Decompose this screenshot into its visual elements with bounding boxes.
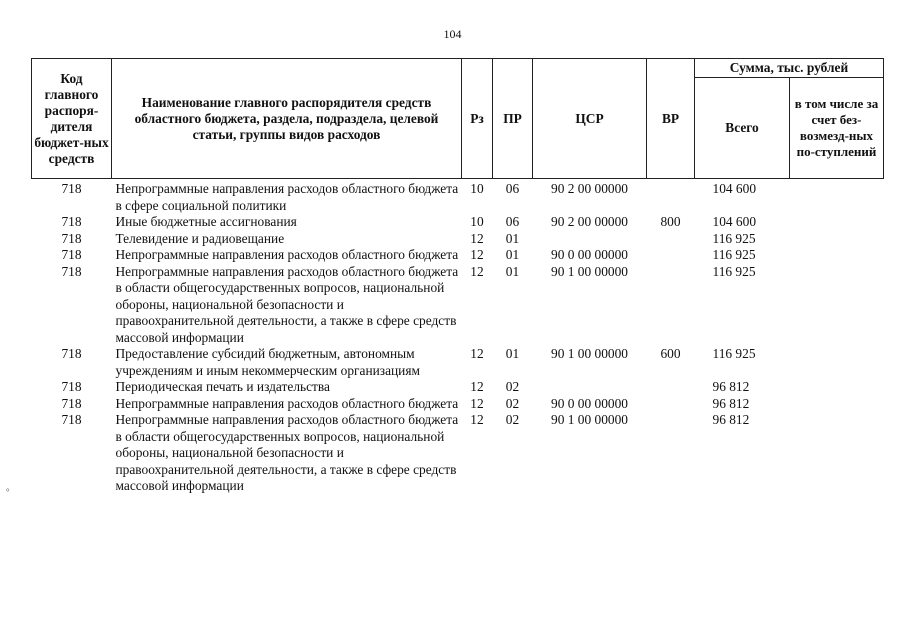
cell-vr: [647, 412, 695, 495]
cell-csr: [533, 379, 647, 396]
cell-code: 718: [61, 379, 82, 394]
cell-code: 718: [61, 230, 82, 246]
cell-including: [790, 179, 884, 215]
cell-rz: 10: [470, 214, 484, 229]
table-row: [32, 231, 884, 248]
page-number: 104: [443, 27, 462, 41]
cell-name: Периодическая печать и издательства: [115, 379, 330, 394]
cell-total: 96 812: [712, 379, 750, 394]
cell-name: Непрограммные направления расходов областного бюджета в области общегосударственных вопросов, национальной обороны, национальной безопасности и правоохранительной деятельности, а также в сфере средств массовой информации: [115, 412, 459, 493]
cell-rz: 12: [470, 395, 484, 411]
table-row: [32, 179, 884, 215]
cell-rz: 12: [470, 263, 484, 279]
cell-including: [790, 264, 884, 347]
cell-pr: 02: [505, 395, 520, 411]
header-including: в том числе за счет без-возмезд-ных по-ступлений: [790, 78, 884, 179]
cell-pr: 06: [505, 214, 520, 229]
cell-total: 116 925: [712, 263, 756, 279]
cell-code: 718: [61, 214, 82, 229]
table-row: [32, 412, 884, 495]
cell-including: [790, 214, 884, 231]
cell-rz: 12: [470, 247, 484, 262]
cell-rz: 12: [470, 346, 484, 361]
cell-total: 116 925: [712, 346, 756, 361]
cell-code: 718: [61, 181, 82, 196]
cell-pr: 02: [505, 379, 520, 394]
cell-vr: [647, 264, 695, 347]
cell-rz: 12: [470, 230, 484, 246]
cell-csr: 90 0 00 00000: [551, 395, 628, 411]
cell-csr: 90 1 00 00000: [551, 346, 628, 361]
scan-mark: °: [6, 487, 10, 497]
cell-total: 104 600: [712, 181, 757, 196]
cell-name: Иные бюджетные ассигнования: [115, 214, 297, 229]
cell-name: Непрограммные направления расходов областного бюджета в области общегосударственных вопросов, национальной обороны, национальной безопасности и правоохранительной деятельности, а также в сфере средств массовой информации: [115, 263, 459, 345]
cell-code: 718: [61, 346, 82, 361]
cell-code: 718: [61, 395, 82, 411]
cell-name: Предоставление субсидий бюджетным, автономным учреждениям и иным некоммерческим организациям: [115, 346, 420, 378]
cell-total: 96 812: [712, 412, 750, 427]
cell-csr: 90 1 00 00000: [551, 412, 628, 427]
header-name: Наименование главного распорядителя средств областного бюджета, раздела, подраздела, целевой статьи, группы видов расходов: [112, 59, 462, 179]
cell-csr: 90 0 00 00000: [551, 247, 628, 262]
cell-pr: 01: [505, 263, 520, 279]
budget-table: [31, 58, 884, 495]
table-row: [32, 379, 884, 396]
header-total: Всего: [695, 78, 790, 179]
cell-vr: [647, 231, 695, 248]
cell-vr: 600: [660, 346, 681, 361]
table-row: [32, 396, 884, 413]
cell-including: [790, 247, 884, 264]
cell-total: 96 812: [712, 395, 750, 411]
header-pr: ПР: [493, 59, 533, 179]
cell-csr: 90 2 00 00000: [551, 181, 628, 196]
cell-vr: [647, 179, 695, 215]
cell-pr: 02: [505, 412, 520, 427]
header-csr: ЦСР: [533, 59, 647, 179]
cell-vr: [647, 396, 695, 413]
cell-including: [790, 231, 884, 248]
cell-pr: 06: [505, 181, 520, 196]
cell-including: [790, 412, 884, 495]
header-vr: ВР: [647, 59, 695, 179]
header-rz: Рз: [462, 59, 493, 179]
header-code: Код главного распоря-дителя бюджет-ных средств: [32, 59, 112, 179]
cell-name: Непрограммные направления расходов областного бюджета: [115, 395, 459, 411]
cell-pr: 01: [505, 247, 520, 262]
cell-including: [790, 396, 884, 413]
cell-rz: 12: [470, 379, 484, 394]
cell-code: 718: [61, 412, 82, 427]
cell-name: Телевидение и радиовещание: [115, 230, 285, 246]
cell-total: 116 925: [712, 230, 756, 246]
cell-total: 104 600: [712, 214, 757, 229]
table-row: [32, 214, 884, 231]
cell-code: 718: [61, 263, 82, 279]
cell-vr: [647, 379, 695, 396]
cell-including: [790, 346, 884, 379]
cell-rz: 10: [470, 181, 484, 196]
cell-code: 718: [61, 247, 82, 262]
cell-vr: [647, 247, 695, 264]
cell-name: Непрограммные направления расходов областного бюджета: [115, 247, 459, 262]
cell-rz: 12: [470, 412, 484, 427]
cell-csr: 90 1 00 00000: [551, 263, 628, 279]
cell-total: 116 925: [712, 247, 756, 262]
cell-pr: 01: [505, 230, 520, 246]
cell-vr: 800: [660, 214, 681, 229]
cell-csr: [533, 231, 647, 248]
header-sum-group: Сумма, тыс. рублей: [695, 59, 884, 78]
cell-csr: 90 2 00 00000: [551, 214, 628, 229]
cell-pr: 01: [505, 346, 520, 361]
table-row: [32, 247, 884, 264]
table-row: [32, 346, 884, 379]
cell-name: Непрограммные направления расходов областного бюджета в сфере социальной политики: [115, 181, 459, 213]
cell-including: [790, 379, 884, 396]
table-row: [32, 264, 884, 347]
